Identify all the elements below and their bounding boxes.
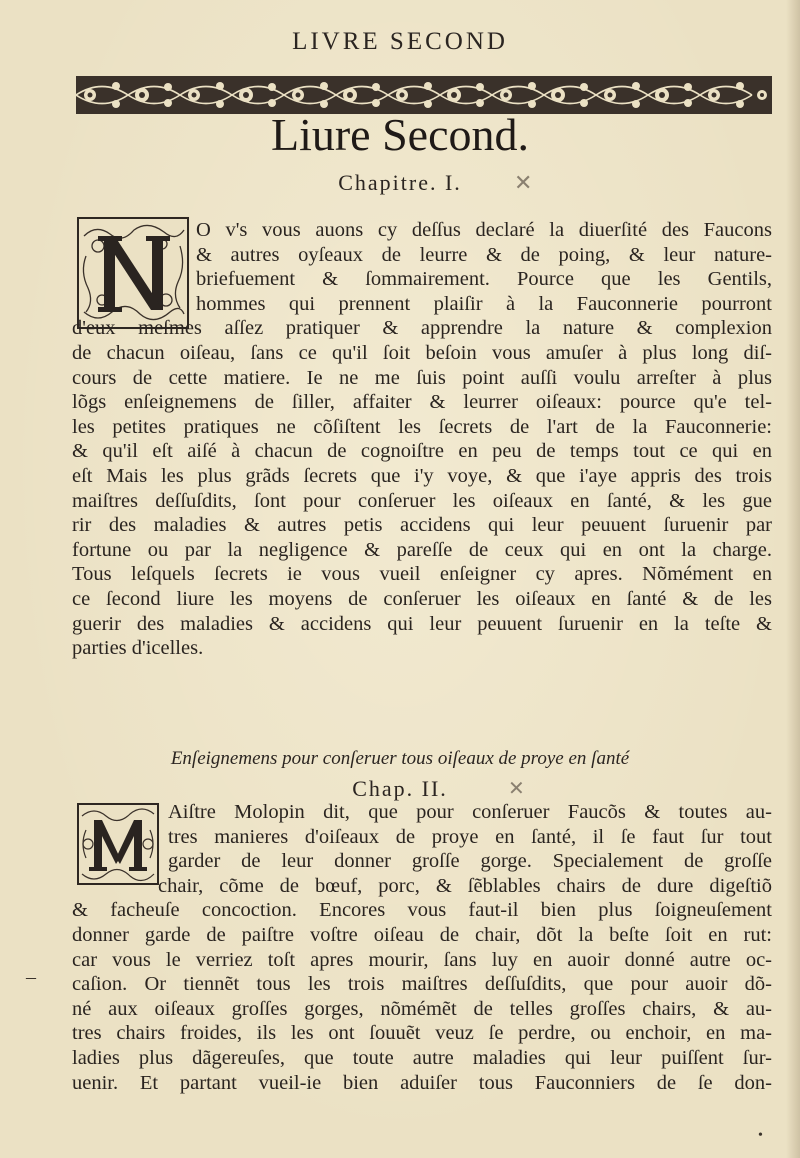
text-line: uenir. Et partant vueil-ie bien aduiſer tous Fauconniers de ſe don-: [72, 1071, 772, 1094]
text-line: hommes qui prennent plaiſir à la Fauconnerie pourront: [196, 292, 772, 315]
chapter-1-text: [72, 218, 772, 661]
text-line: & autres oyſeaux de leurre & de poing, & leur nature-: [196, 243, 772, 266]
text-line: garder de leur donner groſſe gorge. Specialement de groſſe: [168, 850, 772, 873]
pencil-mark-icon: ✕: [514, 170, 533, 195]
text-line: cours de cette matiere. Ie ne me ſuis point auſſi voulu arreſter à plus: [72, 366, 772, 389]
text-line: les petites pratiques ne cõſiſtent les ſecrets de l'art de la Fauconnerie:: [72, 415, 772, 438]
text-line: ladies plus dãgereuſes, que toute autre maladies qui leur puiſſent ſur-: [72, 1046, 772, 1069]
text-line: eſt Mais les plus grãds ſecrets que i'y voye, & que i'aye appris des trois: [72, 464, 772, 487]
text-line: lõgs enſeignemens de ſiller, affaiter & leurrer oiſeaux: pource qu'e tel-: [72, 391, 772, 414]
text-line: tres manieres d'oiſeaux de proye en ſanté, il ſe faut ſur tout: [168, 825, 772, 848]
text-line: chair, cõme de bœuf, porc, & ſẽblables chairs de dure digeſtiõ: [158, 874, 772, 897]
text-line: car vous le verriez toſt apres mourir, ſans luy en auoir donné autre oc-: [72, 948, 772, 971]
text-line: & facheuſe concoction. Encores vous faut-il bien plus ſoigneuſement: [72, 899, 772, 922]
text-line: Aiſtre Molopin dit, que pour conſeruer Faucõs & toutes au-: [168, 801, 772, 823]
text-line: parties d'icelles.: [72, 637, 204, 660]
margin-dash-icon: –: [26, 966, 36, 988]
running-head: LIVRE SECOND: [292, 28, 508, 55]
text-line: né aux oiſeaux groſſes gorges, nõmémẽt de telles groſſes chairs, & au-: [72, 997, 772, 1020]
pencil-mark-icon: ✕: [508, 778, 525, 800]
margin-mark-icon: •: [758, 1128, 763, 1143]
text-line: d'eux meſmes aſſez pratiquer & apprendre la nature & complexion: [72, 317, 772, 340]
text-line: de chacun oiſeau, ſans ce qu'il ſoit beſoin vous amuſer à plus long diſ-: [72, 341, 772, 364]
text-line: Tous leſquels ſecrets ie vous vueil enſeigner cy apres. Nõmément en: [72, 563, 772, 586]
chapter-2-heading: Chap. II.: [352, 776, 448, 801]
text-line: caſion. Or tiennẽt tous les trois maiſtres deſſuſdits, que pour auoir dõ-: [72, 973, 772, 996]
chapter-1-heading: Chapitre. I.: [338, 170, 462, 195]
text-line: & qu'il eſt aiſé à chacun de cognoiſtre en peu de temps tout ce qui en: [72, 440, 772, 463]
chapter-2-text: [72, 800, 772, 1095]
book-title: Liure Second.: [270, 109, 530, 160]
text-line: guerir des maladies & accidens qui leur peuuent ſuruenir en la teſte &: [72, 612, 772, 635]
text-line: tres chairs froides, ils les ont ſouuẽt veuz ſe perdre, ou enchoir, en ma-: [72, 1022, 772, 1045]
text-line: briefuement & ſommairement. Pource que les Gentils,: [196, 268, 772, 291]
text-line: maiſtres deſſuſdits, ſont pour conſeruer les oiſeaux en ſanté, & les gue: [72, 489, 772, 512]
text-line: rir des maladies & autres petis accidens qui leur peuuent ſuruenir par: [72, 514, 772, 537]
chapter-2-subheading: Enſeignemens pour conſeruer tous oiſeaux de proye en ſanté: [170, 748, 630, 769]
text-line: donner garde de paiſtre voſtre oiſeau de chair, dõt la beſte ſoit en rut:: [72, 923, 772, 946]
text-line: O v's vous auons cy deſſus declaré la diuerſité des Faucons: [196, 219, 772, 241]
text-line: ce ſecond liure les moyens de conſeruer les oiſeaux en ſanté & de les: [72, 587, 772, 610]
text-line: fortune ou par la negligence & pareſſe de ceux qui en ont la charge.: [72, 538, 772, 561]
